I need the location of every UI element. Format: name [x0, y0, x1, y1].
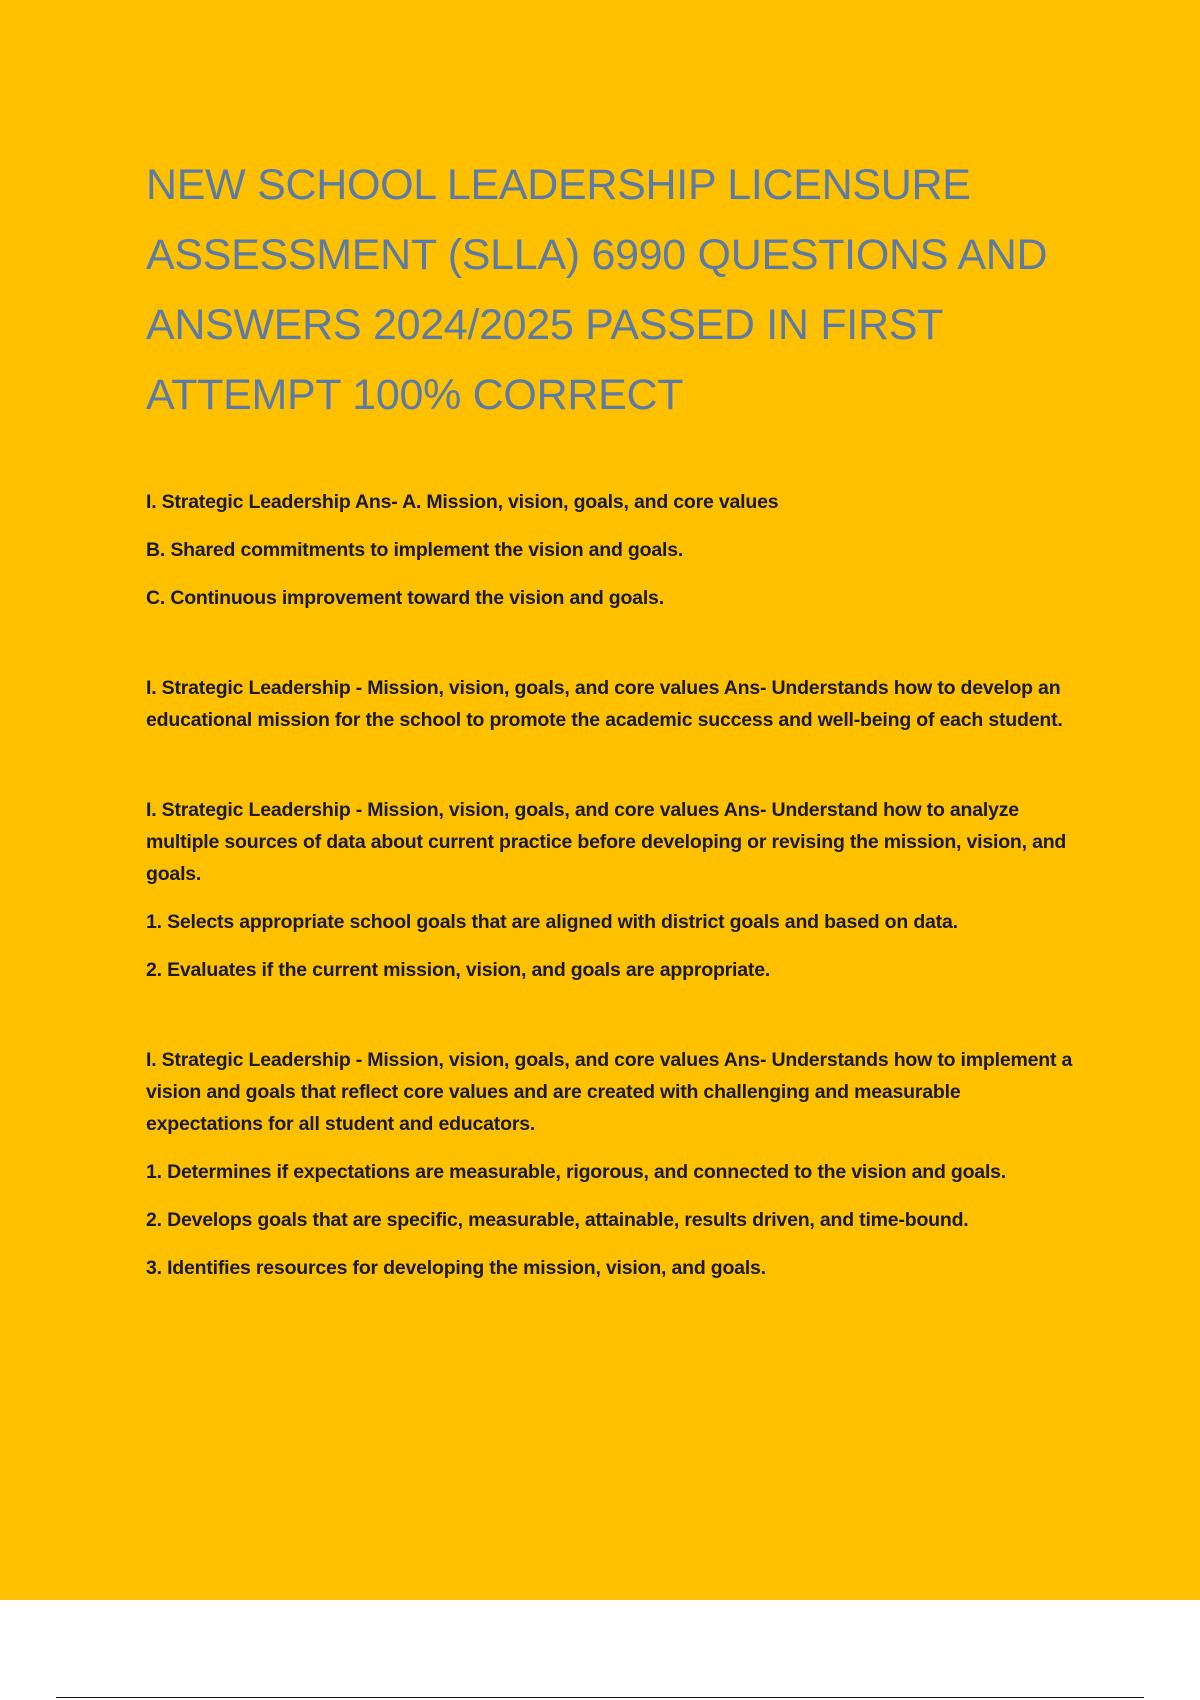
qa-block: [146, 486, 1076, 614]
qa-block: [146, 794, 1076, 986]
qa-question-line: I. Strategic Leadership - Mission, vision, goals, and core values Ans- Understands how to develop an educational mission for the school to promote the academic success and well-being of each student.: [146, 677, 1063, 731]
qa-answer-line: 1. Selects appropriate school goals that are aligned with district goals and based on data.: [146, 911, 958, 933]
qa-answer-line: 1. Determines if expectations are measurable, rigorous, and connected to the vision and goals.: [146, 1161, 1007, 1183]
qa-answer-line: 2. Develops goals that are specific, measurable, attainable, results driven, and time-bound.: [146, 1209, 969, 1231]
qa-question-line: I. Strategic Leadership Ans- A. Mission, vision, goals, and core values: [146, 491, 779, 513]
document-content: [146, 150, 1076, 1342]
qa-list: [146, 486, 1076, 1284]
qa-question-line: I. Strategic Leadership - Mission, vision, goals, and core values Ans- Understands how to implement a vision and goals that reflect core values and are created with challenging and measurable expectations for all student and educators.: [146, 1049, 1073, 1135]
qa-answer-line: B. Shared commitments to implement the vision and goals.: [146, 539, 684, 561]
qa-block: [146, 1044, 1076, 1284]
qa-answer-line: 3. Identifies resources for developing the mission, vision, and goals.: [146, 1257, 766, 1279]
footer-divider: [56, 1697, 1144, 1698]
qa-question-line: I. Strategic Leadership - Mission, vision, goals, and core values Ans- Understand how to analyze multiple sources of data about current practice before developing or revising the mission, vision, and goals.: [146, 799, 1067, 885]
qa-answer-line: 2. Evaluates if the current mission, vision, and goals are appropriate.: [146, 959, 771, 981]
qa-block: [146, 672, 1076, 736]
qa-answer-line: C. Continuous improvement toward the vision and goals.: [146, 587, 664, 609]
document-title: NEW SCHOOL LEADERSHIP LICENSURE ASSESSMENT (SLLA) 6990 QUESTIONS AND ANSWERS 2024/2025 PASSED IN FIRST ATTEMPT 100% CORRECT: [146, 161, 1048, 419]
